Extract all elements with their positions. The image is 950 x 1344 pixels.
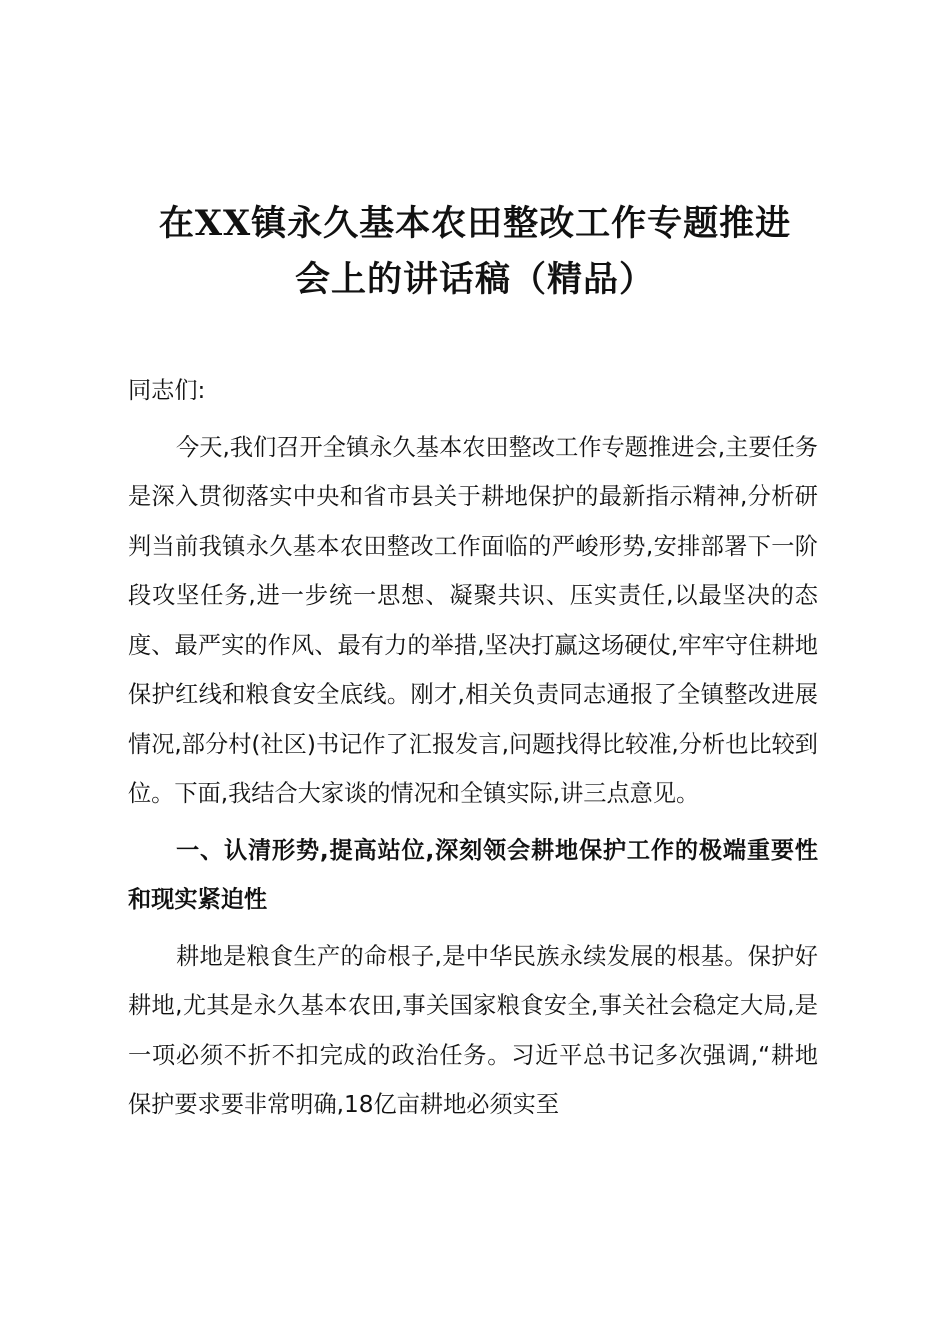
document-title [120,196,830,308]
document-body [128,366,818,1130]
title-line-2: 会上的讲话稿（精品） [294,259,655,300]
paragraph-section-1: 耕地是粮食生产的命根子,是中华民族永续发展的根基。保护好耕地,尤其是永久基本农田,事关国家粮食安全,事关社会稳定大局,是一项必须不折不扣完成的政治任务。习近平总书记多次强调,“耕地保护要求要非常明确,18亿亩耕地必须实至 [128,942,818,1118]
paragraph-intro: 今天,我们召开全镇永久基本农田整改工作专题推进会,主要任务是深入贯彻落实中央和省市县关于耕地保护的最新指示精神,分析研判当前我镇永久基本农田整改工作面临的严峻形势,安排部署下一阶段攻坚任务,进一步统一思想、凝聚共识、压实责任,以最坚决的态度、最严实的作风、最有力的举措,坚决打赢这场硬仗,牢牢守住耕地保护红线和粮食安全底线。刚才,相关负责同志通报了全镇整改进展情况,部分村(社区)书记作了汇报发言,问题找得比较准,分析也比较到位。下面,我结合大家谈的情况和全镇实际,讲三点意见。 [128,433,818,807]
section-heading-1: 一、认清形势,提高站位,深刻领会耕地保护工作的极端重要性和现实紧迫性 [128,836,818,913]
salutation: 同志们: [128,377,206,404]
title-line-1: 在XX镇永久基本农田整改工作专题推进 [158,203,792,244]
